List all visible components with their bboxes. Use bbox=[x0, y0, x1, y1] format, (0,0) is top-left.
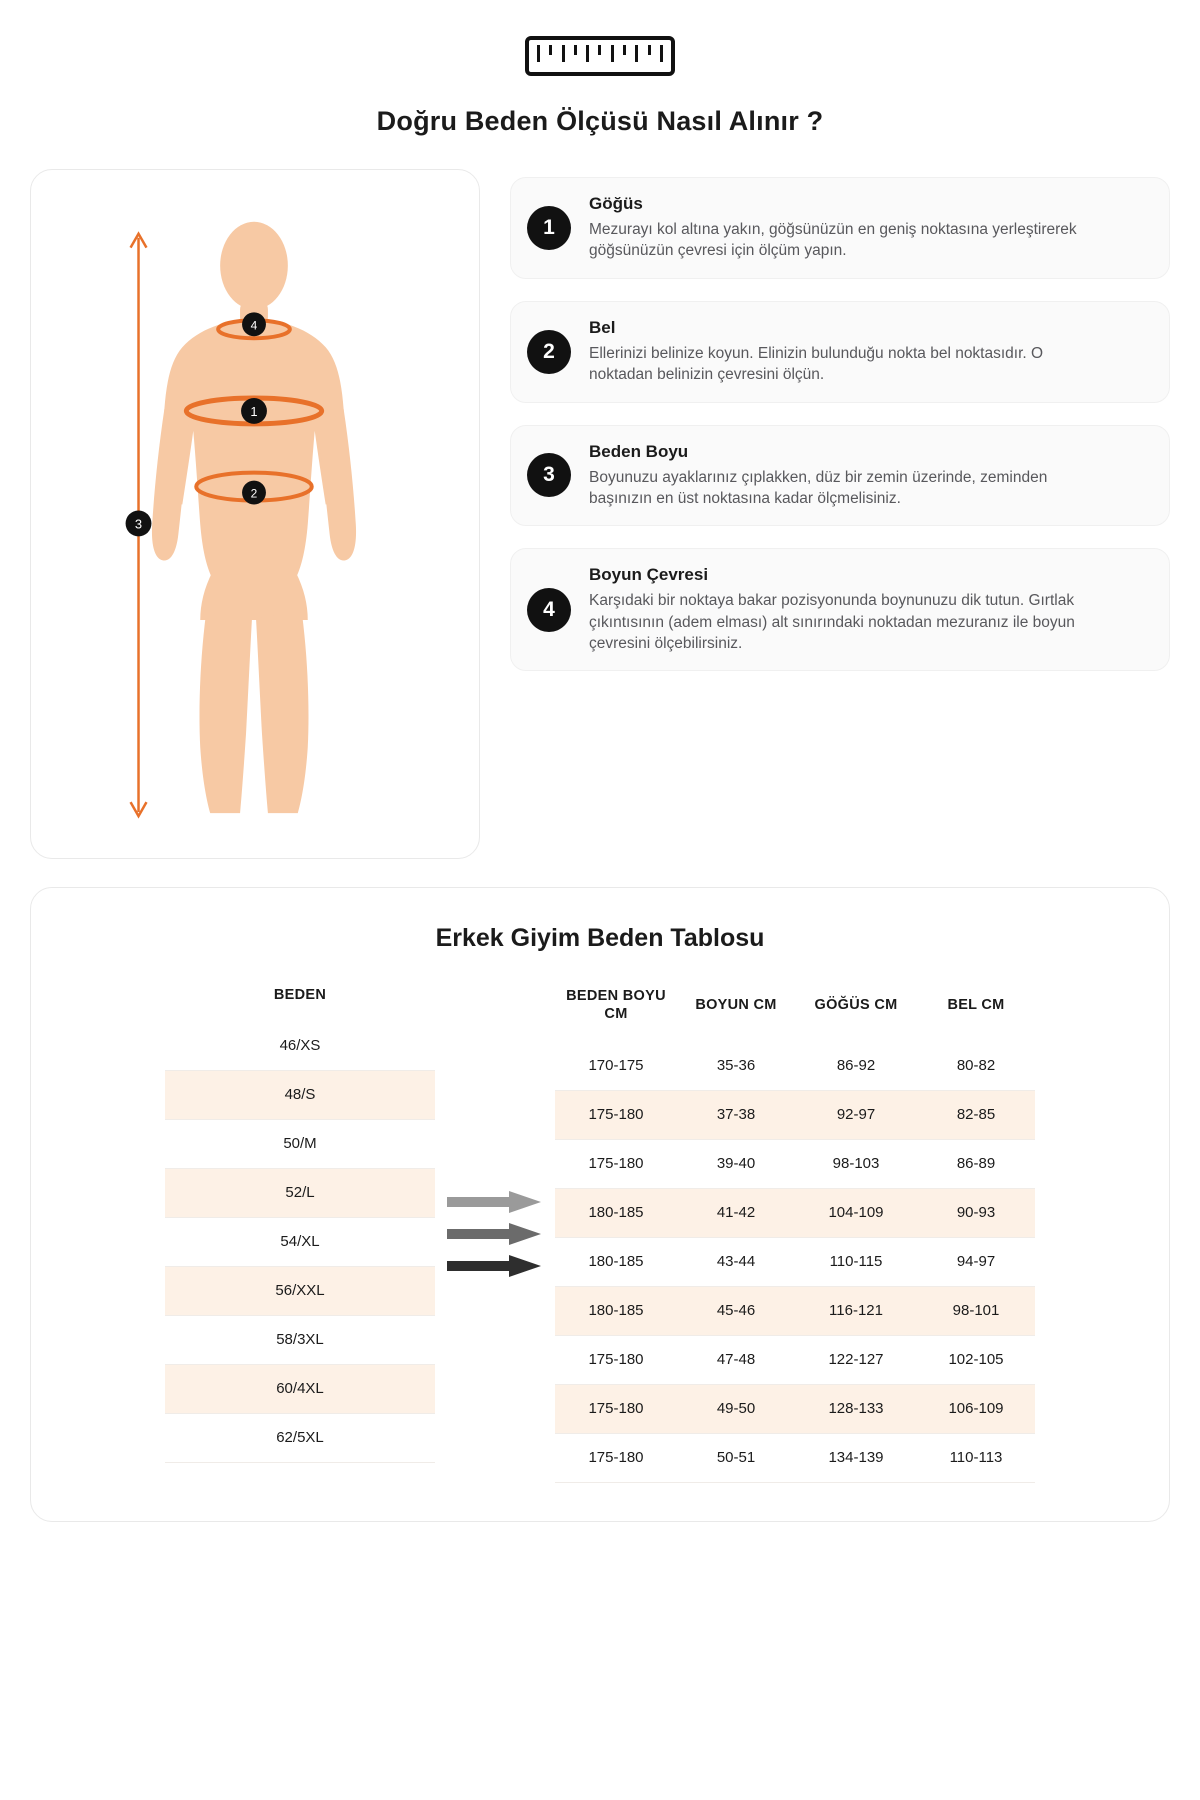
step-number-badge: 2 bbox=[527, 330, 571, 374]
step-title: Bel bbox=[589, 317, 616, 337]
table-row bbox=[165, 1315, 435, 1364]
cell-bel: 90-93 bbox=[917, 1188, 1035, 1237]
cell-gogus: 116-121 bbox=[795, 1286, 917, 1335]
cell-gogus: 134-139 bbox=[795, 1433, 917, 1482]
cell-beden-boyu: 175-180 bbox=[555, 1335, 677, 1384]
step-title: Beden Boyu bbox=[589, 441, 689, 461]
table-row bbox=[165, 1413, 435, 1462]
step-title: Boyun Çevresi bbox=[589, 565, 709, 585]
svg-text:2: 2 bbox=[250, 486, 258, 501]
step-number-badge: 4 bbox=[527, 588, 571, 632]
step-text: Mezurayı kol altına yakın, göğsünüzün en geniş noktasına yerleştirerek göğsünüzün çevresi için ölçüm yapın. bbox=[589, 221, 1077, 260]
measurement-steps bbox=[510, 169, 1170, 671]
table-row bbox=[165, 1119, 435, 1168]
table-row bbox=[555, 1090, 1035, 1139]
table-row bbox=[555, 1384, 1035, 1433]
size-cell: 52/L bbox=[165, 1168, 435, 1217]
table-row bbox=[555, 1139, 1035, 1188]
cell-boyun: 35-36 bbox=[677, 1041, 795, 1090]
step-number-badge: 1 bbox=[527, 206, 571, 250]
step-text: Ellerinizi belinize koyun. Elinizin bulunduğu nokta bel noktasıdır. O noktadan belinizin çevresini ölçün. bbox=[589, 344, 1044, 384]
arrow-group bbox=[435, 981, 555, 1277]
size-cell: 62/5XL bbox=[165, 1413, 435, 1462]
cell-beden-boyu: 175-180 bbox=[555, 1090, 677, 1139]
cell-beden-boyu: 175-180 bbox=[555, 1139, 677, 1188]
cell-beden-boyu: 180-185 bbox=[555, 1188, 677, 1237]
cell-boyun: 41-42 bbox=[677, 1188, 795, 1237]
arrow-right-icon bbox=[447, 1255, 543, 1277]
step-item-neck bbox=[510, 548, 1170, 671]
measurements-body bbox=[555, 1041, 1035, 1482]
size-cell: 46/XS bbox=[165, 1021, 435, 1070]
svg-text:4: 4 bbox=[250, 318, 258, 333]
size-table-title: Erkek Giyim Beden Tablosu bbox=[435, 924, 765, 952]
cell-gogus: 110-115 bbox=[795, 1237, 917, 1286]
cell-gogus: 104-109 bbox=[795, 1188, 917, 1237]
table-row bbox=[165, 1168, 435, 1217]
step-text: Boyunuzu ayaklarınız çıplakken, düz bir zemin üzerinde, zeminden başınızın en üst noktasına kadar ölçmelisiniz. bbox=[589, 468, 1048, 507]
table-row bbox=[555, 1188, 1035, 1237]
arrow-right-icon bbox=[447, 1191, 543, 1213]
cell-boyun: 50-51 bbox=[677, 1433, 795, 1482]
ruler-icon bbox=[525, 36, 675, 76]
step-item-height bbox=[510, 425, 1170, 527]
cell-beden-boyu: 180-185 bbox=[555, 1286, 677, 1335]
column-header-beden: BEDEN bbox=[273, 987, 327, 1003]
cell-gogus: 98-103 bbox=[795, 1139, 917, 1188]
cell-beden-boyu: 180-185 bbox=[555, 1237, 677, 1286]
cell-boyun: 43-44 bbox=[677, 1237, 795, 1286]
size-table-right bbox=[555, 981, 1035, 1483]
cell-gogus: 92-97 bbox=[795, 1090, 917, 1139]
cell-bel: 82-85 bbox=[917, 1090, 1035, 1139]
cell-gogus: 86-92 bbox=[795, 1041, 917, 1090]
size-cell: 58/3XL bbox=[165, 1315, 435, 1364]
cell-bel: 80-82 bbox=[917, 1041, 1035, 1090]
table-row bbox=[165, 1364, 435, 1413]
table-row bbox=[555, 1335, 1035, 1384]
cell-boyun: 47-48 bbox=[677, 1335, 795, 1384]
top-section bbox=[0, 137, 1200, 859]
body-figure-diagram bbox=[31, 170, 479, 857]
size-column bbox=[165, 981, 435, 1463]
measurements-column bbox=[555, 981, 1035, 1483]
size-cell: 54/XL bbox=[165, 1217, 435, 1266]
cell-boyun: 39-40 bbox=[677, 1139, 795, 1188]
cell-bel: 98-101 bbox=[917, 1286, 1035, 1335]
size-list-body bbox=[165, 1021, 435, 1462]
cell-boyun: 37-38 bbox=[677, 1090, 795, 1139]
step-number-badge: 3 bbox=[527, 453, 571, 497]
column-header-boyun: BOYUN CM bbox=[695, 997, 777, 1014]
size-cell: 60/4XL bbox=[165, 1364, 435, 1413]
body-figure-card bbox=[30, 169, 480, 859]
size-table-layout bbox=[31, 981, 1169, 1483]
page-title: Doğru Beden Ölçüsü Nasıl Alınır ? bbox=[376, 106, 824, 136]
cell-bel: 86-89 bbox=[917, 1139, 1035, 1188]
cell-gogus: 128-133 bbox=[795, 1384, 917, 1433]
cell-boyun: 49-50 bbox=[677, 1384, 795, 1433]
table-row bbox=[165, 1021, 435, 1070]
cell-boyun: 45-46 bbox=[677, 1286, 795, 1335]
table-row bbox=[555, 1433, 1035, 1482]
column-header-bel: BEL CM bbox=[947, 997, 1005, 1014]
cell-beden-boyu: 175-180 bbox=[555, 1433, 677, 1482]
step-text: Karşıdaki bir noktaya bakar pozisyonunda boynunuzu dik tutun. Gırtlak çıkıntısının (adem elması) alt sınırındaki noktadan mezuranız ile boyun çevresini ölçebilirsiniz. bbox=[589, 592, 1075, 652]
cell-bel: 102-105 bbox=[917, 1335, 1035, 1384]
cell-bel: 94-97 bbox=[917, 1237, 1035, 1286]
ruler-ticks bbox=[537, 45, 663, 62]
column-header-beden-boyu: BEDEN BOYU CM bbox=[566, 988, 666, 1023]
size-cell: 56/XXL bbox=[165, 1266, 435, 1315]
cell-gogus: 122-127 bbox=[795, 1335, 917, 1384]
table-row bbox=[165, 1217, 435, 1266]
cell-bel: 106-109 bbox=[917, 1384, 1035, 1433]
step-item-waist bbox=[510, 301, 1170, 403]
table-row bbox=[165, 1266, 435, 1315]
size-cell: 48/S bbox=[165, 1070, 435, 1119]
header-icon-wrap bbox=[0, 0, 1200, 76]
cell-beden-boyu: 170-175 bbox=[555, 1041, 677, 1090]
svg-text:1: 1 bbox=[250, 403, 258, 419]
table-row bbox=[555, 1286, 1035, 1335]
size-table-card bbox=[30, 887, 1170, 1522]
svg-text:3: 3 bbox=[134, 516, 143, 532]
size-table-left bbox=[165, 981, 435, 1463]
size-cell: 50/M bbox=[165, 1119, 435, 1168]
table-row bbox=[555, 1041, 1035, 1090]
table-row bbox=[555, 1237, 1035, 1286]
cell-bel: 110-113 bbox=[917, 1433, 1035, 1482]
cell-beden-boyu: 175-180 bbox=[555, 1384, 677, 1433]
step-title: Göğüs bbox=[589, 194, 643, 213]
step-item-chest bbox=[510, 177, 1170, 279]
column-header-gogus: GÖĞÜS CM bbox=[814, 997, 898, 1014]
table-row bbox=[165, 1070, 435, 1119]
arrow-right-icon bbox=[447, 1223, 543, 1245]
